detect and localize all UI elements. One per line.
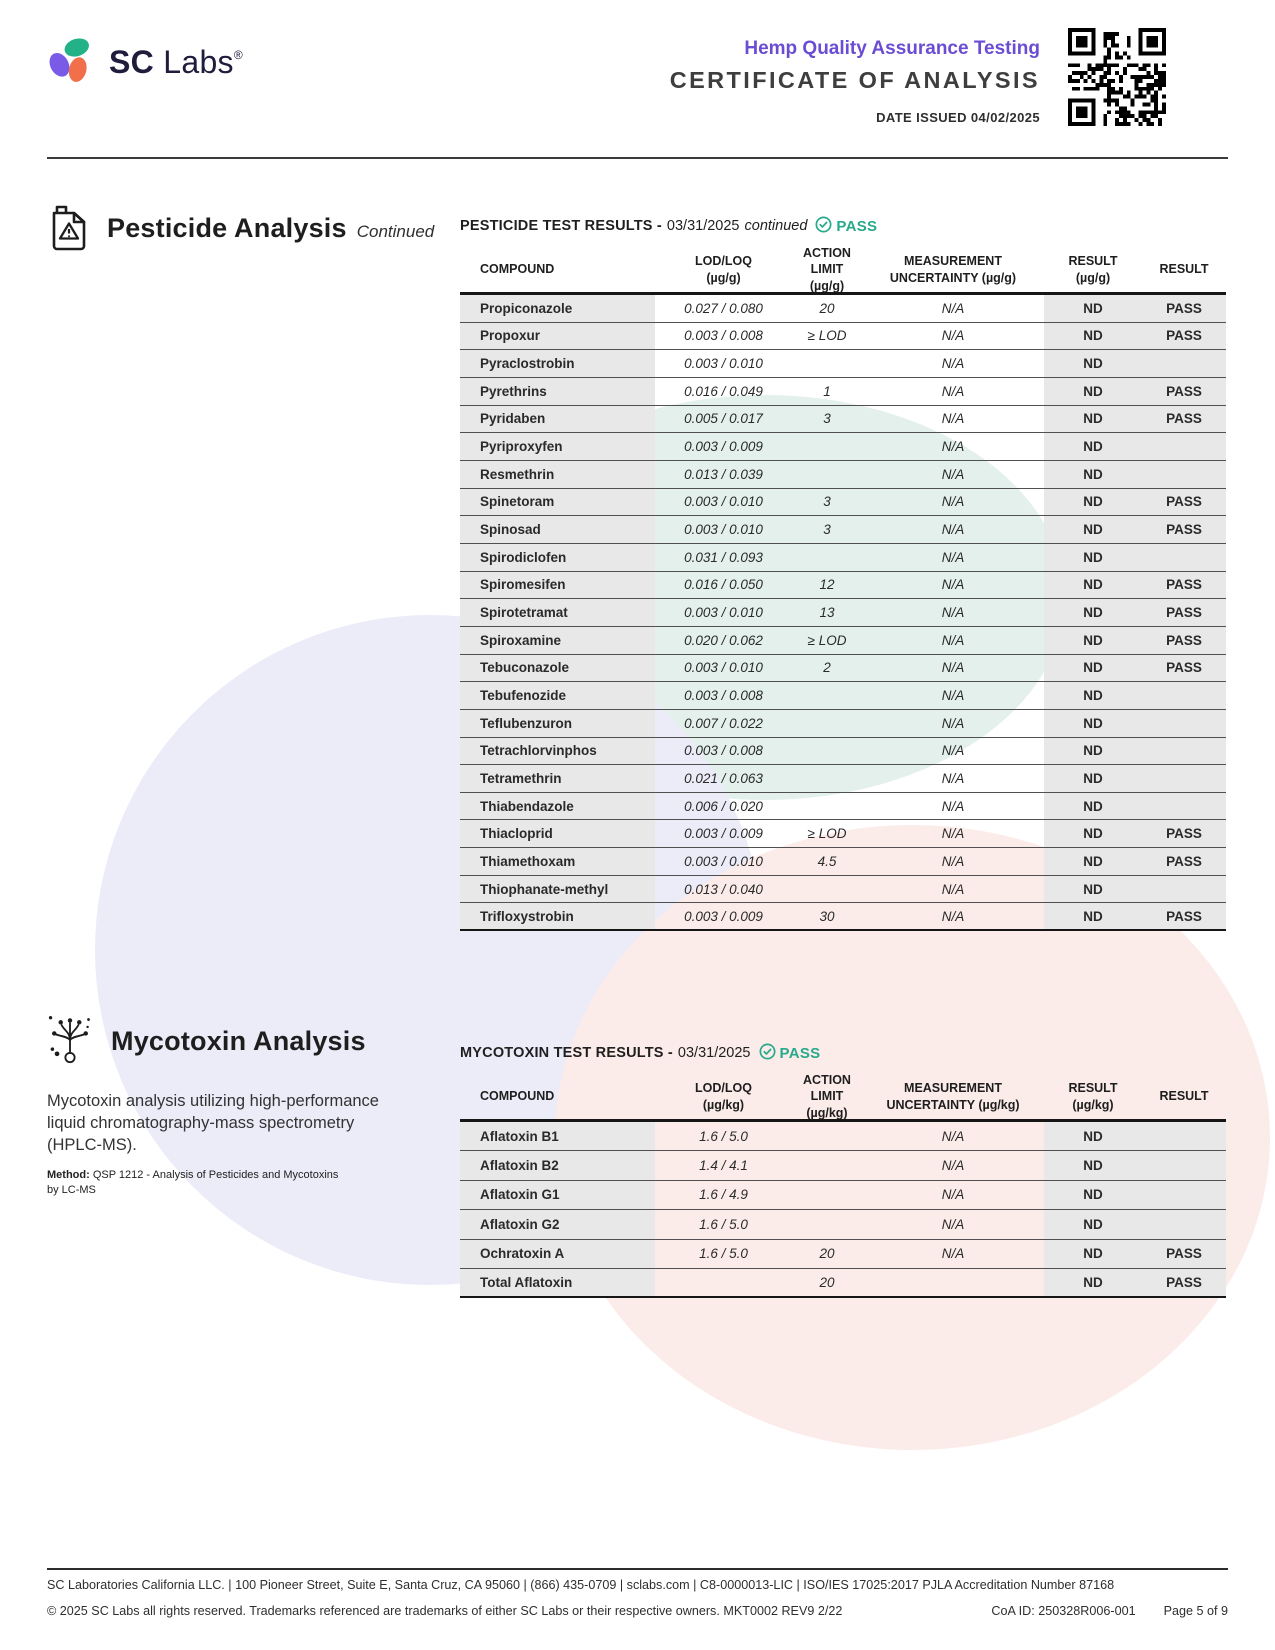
uncertainty-cell: N/A (941, 577, 965, 593)
column-header: COMPOUND (480, 1089, 555, 1104)
logo-registered-mark: ® (233, 48, 244, 62)
table-row (460, 1151, 1226, 1180)
pesticide-table-title (460, 205, 1226, 247)
column-header: COMPOUND (480, 262, 555, 277)
status-cell: PASS (1142, 820, 1226, 847)
mycotoxin-section-title: Mycotoxin Analysis (111, 1026, 366, 1056)
status-cell (1142, 350, 1226, 377)
table-row (460, 1240, 1226, 1269)
result-cell: ND (1044, 295, 1142, 322)
lod-loq-cell: 0.005 / 0.017 (684, 411, 763, 427)
result-cell: ND (1044, 1269, 1142, 1296)
status-cell: PASS (1142, 295, 1226, 322)
action-limit-cell (792, 765, 862, 792)
footer-divider (47, 1568, 1228, 1570)
table-row (460, 820, 1226, 848)
compound-cell: Pyraclostrobin (460, 350, 655, 377)
compound-cell: Tebuconazole (460, 655, 655, 682)
table-row (460, 682, 1226, 710)
uncertainty-cell: N/A (941, 743, 965, 759)
pesticide-section-heading (47, 200, 434, 257)
uncertainty-cell: N/A (941, 826, 965, 842)
table-row (460, 323, 1226, 351)
table-row (460, 655, 1226, 683)
lod-loq-cell: 1.6 / 4.9 (699, 1187, 748, 1203)
result-cell: ND (1044, 1122, 1142, 1150)
pesticide-section-continued: Continued (356, 222, 435, 241)
result-cell: ND (1044, 461, 1142, 488)
footer-legal-line (47, 1604, 1228, 1618)
table-row (460, 1269, 1226, 1298)
lod-loq-cell: 0.006 / 0.020 (684, 798, 763, 814)
column-header: RESULT (µg/g) (1068, 254, 1118, 285)
pesticide-table-title-text: PESTICIDE TEST RESULTS - (460, 218, 662, 234)
action-limit-cell (792, 1151, 862, 1179)
compound-cell: Propiconazole (460, 295, 655, 322)
column-header: RESULT (µg/kg) (1068, 1081, 1118, 1112)
uncertainty-cell: N/A (941, 1158, 965, 1174)
table-row (460, 848, 1226, 876)
compound-cell: Spinetoram (460, 489, 655, 516)
status-cell (1142, 1122, 1226, 1150)
footer-page-number: Page 5 of 9 (1163, 1604, 1228, 1618)
compound-cell: Pyrethrins (460, 378, 655, 405)
pesticide-table-continued: continued (744, 218, 808, 234)
status-cell: PASS (1142, 489, 1226, 516)
table-row (460, 1122, 1226, 1151)
lod-loq-cell: 0.003 / 0.009 (684, 439, 763, 455)
action-limit-cell: ≥ LOD (807, 826, 847, 842)
status-cell: PASS (1142, 848, 1226, 875)
lod-loq-cell: 0.003 / 0.010 (684, 660, 763, 676)
status-cell: PASS (1142, 1269, 1226, 1296)
result-cell: ND (1044, 433, 1142, 460)
status-cell (1142, 461, 1226, 488)
action-limit-cell: 30 (819, 908, 835, 924)
action-limit-cell (792, 710, 862, 737)
pesticide-results-table (460, 205, 1226, 931)
uncertainty-cell: N/A (941, 1187, 965, 1203)
date-issued: DATE ISSUED 04/02/2025 (876, 110, 1040, 125)
sclabs-logo-icon (45, 36, 97, 89)
pesticide-pass-label: PASS (836, 217, 878, 235)
method-text: QSP 1212 - Analysis of Pesticides and Mycotoxins by LC-MS (47, 1169, 339, 1196)
compound-cell: Teflubenzuron (460, 710, 655, 737)
action-limit-cell: 12 (819, 577, 835, 593)
action-limit-cell (792, 682, 862, 709)
status-cell (1142, 876, 1226, 903)
column-header: LOD/LOQ (µg/kg) (695, 1081, 752, 1112)
uncertainty-cell: N/A (941, 660, 965, 676)
compound-cell: Aflatoxin B2 (460, 1151, 655, 1179)
header-title-block (400, 38, 1040, 125)
action-limit-cell: 20 (819, 300, 835, 316)
uncertainty-cell: N/A (941, 300, 965, 316)
mycotoxin-table-title-text: MYCOTOXIN TEST RESULTS - (460, 1045, 673, 1061)
table-row (460, 710, 1226, 738)
result-cell: ND (1044, 820, 1142, 847)
lod-loq-cell: 0.003 / 0.009 (684, 908, 763, 924)
action-limit-cell: ≥ LOD (807, 328, 847, 344)
table-row (460, 295, 1226, 323)
pesticide-table-date: 03/31/2025 (666, 218, 740, 234)
table-row (460, 627, 1226, 655)
lod-loq-cell: 0.003 / 0.010 (684, 605, 763, 621)
table-row (460, 793, 1226, 821)
logo-labs: Labs (163, 44, 234, 80)
action-limit-cell: 3 (823, 522, 831, 538)
result-cell: ND (1044, 710, 1142, 737)
lod-loq-cell: 0.003 / 0.008 (684, 688, 763, 704)
action-limit-cell: 13 (819, 605, 835, 621)
action-limit-cell: 3 (823, 411, 831, 427)
footer-copyright: © 2025 SC Labs all rights reserved. Trademarks referenced are trademarks of either SC Labs or their respective owners. MKT0002 REV9 2/22 (47, 1604, 843, 1618)
column-header: MEASUREMENT UNCERTAINTY (µg/g) (889, 254, 1017, 285)
table-row (460, 599, 1226, 627)
method-label: Method: (47, 1169, 90, 1181)
lod-loq-cell: 0.007 / 0.022 (684, 715, 763, 731)
pesticide-section-title: Pesticide Analysis (107, 213, 347, 243)
uncertainty-cell: N/A (941, 383, 965, 399)
status-cell: PASS (1142, 1240, 1226, 1268)
result-cell: ND (1044, 655, 1142, 682)
compound-cell: Spiroxamine (460, 627, 655, 654)
mycotoxin-table-date: 03/31/2025 (677, 1045, 751, 1061)
status-cell: PASS (1142, 599, 1226, 626)
mycotoxin-results-table (460, 1032, 1226, 1298)
logo-sc: SC (109, 44, 155, 80)
result-cell: ND (1044, 1240, 1142, 1268)
result-cell: ND (1044, 378, 1142, 405)
lod-loq-cell: 0.003 / 0.010 (684, 522, 763, 538)
action-limit-cell: 2 (823, 660, 831, 676)
lod-loq-cell: 0.013 / 0.040 (684, 881, 763, 897)
compound-cell: Total Aflatoxin (460, 1269, 655, 1296)
uncertainty-cell: N/A (941, 632, 965, 648)
uncertainty-cell: N/A (941, 549, 965, 565)
uncertainty-cell: N/A (941, 908, 965, 924)
status-cell (1142, 710, 1226, 737)
status-cell: PASS (1142, 406, 1226, 433)
compound-cell: Spirotetramat (460, 599, 655, 626)
qr-code (1068, 28, 1166, 126)
lod-loq-cell: 0.027 / 0.080 (684, 300, 763, 316)
table-header-row (460, 247, 1226, 295)
compound-cell: Propoxur (460, 323, 655, 350)
compound-cell: Aflatoxin B1 (460, 1122, 655, 1150)
table-row (460, 572, 1226, 600)
result-cell: ND (1044, 765, 1142, 792)
status-cell (1142, 738, 1226, 765)
uncertainty-cell: N/A (941, 605, 965, 621)
lod-loq-cell: 1.6 / 5.0 (699, 1216, 748, 1232)
action-limit-cell (792, 1210, 862, 1238)
status-cell: PASS (1142, 903, 1226, 929)
result-cell: ND (1044, 572, 1142, 599)
uncertainty-cell: N/A (941, 715, 965, 731)
uncertainty-cell: N/A (941, 770, 965, 786)
lod-loq-cell: 0.003 / 0.010 (684, 853, 763, 869)
check-circle-icon (815, 216, 832, 237)
compound-cell: Thiamethoxam (460, 848, 655, 875)
compound-cell: Spiromesifen (460, 572, 655, 599)
mycotoxin-section-heading (45, 1012, 366, 1071)
status-cell: PASS (1142, 655, 1226, 682)
action-limit-cell (792, 876, 862, 903)
lod-loq-cell: 1.6 / 5.0 (699, 1246, 748, 1262)
lod-loq-cell: 0.021 / 0.063 (684, 770, 763, 786)
compound-cell: Thiophanate-methyl (460, 876, 655, 903)
lod-loq-cell: 0.013 / 0.039 (684, 466, 763, 482)
result-cell: ND (1044, 793, 1142, 820)
table-row (460, 489, 1226, 517)
result-cell: ND (1044, 489, 1142, 516)
table-row (460, 903, 1226, 931)
action-limit-cell: 3 (823, 494, 831, 510)
result-cell: ND (1044, 738, 1142, 765)
status-cell (1142, 1210, 1226, 1238)
column-header: ACTION LIMIT (µg/g) (803, 246, 851, 293)
table-row (460, 765, 1226, 793)
result-cell: ND (1044, 876, 1142, 903)
compound-cell: Tetramethrin (460, 765, 655, 792)
lod-loq-cell: 0.016 / 0.050 (684, 577, 763, 593)
action-limit-cell (792, 738, 862, 765)
header-divider (47, 157, 1228, 159)
action-limit-cell (792, 1122, 862, 1150)
lod-loq-cell (655, 1269, 792, 1296)
compound-cell: Trifloxystrobin (460, 903, 655, 929)
sclabs-logo-text (109, 44, 243, 81)
mycotoxin-method (47, 1168, 347, 1198)
lod-loq-cell: 1.4 / 4.1 (699, 1158, 748, 1174)
uncertainty-cell: N/A (941, 1246, 965, 1262)
action-limit-cell: 1 (823, 383, 831, 399)
uncertainty-cell: N/A (941, 439, 965, 455)
lod-loq-cell: 0.020 / 0.062 (684, 632, 763, 648)
table-body (460, 295, 1226, 931)
uncertainty-cell: N/A (941, 356, 965, 372)
action-limit-cell: 4.5 (817, 853, 837, 869)
table-row (460, 516, 1226, 544)
uncertainty-cell: N/A (941, 798, 965, 814)
table-row (460, 876, 1226, 904)
table-header-row (460, 1074, 1226, 1122)
result-cell: ND (1044, 544, 1142, 571)
status-cell: PASS (1142, 627, 1226, 654)
result-cell: ND (1044, 1151, 1142, 1179)
result-cell: ND (1044, 1210, 1142, 1238)
status-cell (1142, 682, 1226, 709)
column-header: MEASUREMENT UNCERTAINTY (µg/kg) (886, 1081, 1020, 1112)
uncertainty-cell: N/A (941, 688, 965, 704)
table-row (460, 1210, 1226, 1239)
compound-cell: Spirodiclofen (460, 544, 655, 571)
action-limit-cell (792, 350, 862, 377)
compound-cell: Ochratoxin A (460, 1240, 655, 1268)
column-header: ACTION LIMIT (µg/kg) (803, 1073, 851, 1120)
sclabs-logo (45, 36, 243, 89)
result-cell: ND (1044, 848, 1142, 875)
status-cell (1142, 765, 1226, 792)
mycotoxin-pass-label: PASS (779, 1044, 821, 1062)
mycotoxin-table-title (460, 1032, 1226, 1074)
table-row (460, 406, 1226, 434)
action-limit-cell: 20 (819, 1246, 835, 1262)
result-cell: ND (1044, 323, 1142, 350)
column-header: RESULT (1159, 1089, 1209, 1104)
action-limit-cell (792, 461, 862, 488)
lod-loq-cell: 0.003 / 0.010 (684, 494, 763, 510)
status-cell (1142, 544, 1226, 571)
footer-coa-id: CoA ID: 250328R006-001 (991, 1604, 1136, 1618)
result-cell: ND (1044, 903, 1142, 929)
result-cell: ND (1044, 1181, 1142, 1209)
lod-loq-cell: 0.003 / 0.008 (684, 328, 763, 344)
compound-cell: Thiacloprid (460, 820, 655, 847)
status-cell (1142, 433, 1226, 460)
document-title: CERTIFICATE OF ANALYSIS (669, 67, 1040, 93)
compound-cell: Spinosad (460, 516, 655, 543)
compound-cell: Aflatoxin G1 (460, 1181, 655, 1209)
action-limit-cell (792, 433, 862, 460)
uncertainty-cell: N/A (941, 853, 965, 869)
status-cell: PASS (1142, 572, 1226, 599)
status-cell (1142, 1151, 1226, 1179)
action-limit-cell: 20 (819, 1275, 835, 1291)
action-limit-cell: ≥ LOD (807, 632, 847, 648)
lod-loq-cell: 0.031 / 0.093 (684, 549, 763, 565)
uncertainty-cell: N/A (941, 328, 965, 344)
lod-loq-cell: 0.003 / 0.010 (684, 356, 763, 372)
column-header: RESULT (1159, 262, 1209, 277)
status-cell (1142, 1181, 1226, 1209)
column-header: LOD/LOQ (µg/g) (695, 254, 752, 285)
uncertainty-cell: N/A (941, 881, 965, 897)
check-circle-icon (759, 1043, 776, 1064)
lod-loq-cell: 0.003 / 0.008 (684, 743, 763, 759)
mycotoxin-description: Mycotoxin analysis utilizing high-performance liquid chromatography-mass spectrometry (HPLC-MS). (47, 1092, 379, 1154)
uncertainty-cell: N/A (941, 494, 965, 510)
uncertainty-cell: N/A (941, 522, 965, 538)
result-cell: ND (1044, 682, 1142, 709)
table-row (460, 433, 1226, 461)
compound-cell: Pyridaben (460, 406, 655, 433)
compound-cell: Pyriproxyfen (460, 433, 655, 460)
pesticide-pass-badge (815, 216, 877, 237)
mycotoxin-pass-badge (759, 1043, 821, 1064)
compound-cell: Thiabendazole (460, 793, 655, 820)
lod-loq-cell: 0.016 / 0.049 (684, 383, 763, 399)
uncertainty-cell: N/A (941, 1216, 965, 1232)
result-cell: ND (1044, 350, 1142, 377)
table-row (460, 738, 1226, 766)
result-cell: ND (1044, 406, 1142, 433)
mycotoxin-spore-icon (45, 1012, 95, 1071)
action-limit-cell (792, 793, 862, 820)
lod-loq-cell: 0.003 / 0.009 (684, 826, 763, 842)
compound-cell: Tebufenozide (460, 682, 655, 709)
result-cell: ND (1044, 516, 1142, 543)
table-row (460, 1181, 1226, 1210)
action-limit-cell (792, 544, 862, 571)
compound-cell: Resmethrin (460, 461, 655, 488)
action-limit-cell (792, 1181, 862, 1209)
table-row (460, 350, 1226, 378)
result-cell: ND (1044, 599, 1142, 626)
status-cell: PASS (1142, 323, 1226, 350)
uncertainty-cell: N/A (941, 411, 965, 427)
status-cell: PASS (1142, 378, 1226, 405)
program-title: Hemp Quality Assurance Testing (744, 38, 1040, 59)
table-row (460, 378, 1226, 406)
uncertainty-cell: N/A (941, 1128, 965, 1144)
uncertainty-cell (862, 1269, 1044, 1296)
status-cell: PASS (1142, 516, 1226, 543)
result-cell: ND (1044, 627, 1142, 654)
footer-lab-info: SC Laboratories California LLC. | 100 Pioneer Street, Suite E, Santa Cruz, CA 95060 | (866) 435-0709 | sclabs.com | C8-0000013-LIC | ISO/IES 17025:2017 PJLA Accreditation Number 87168 (47, 1578, 1115, 1592)
pesticide-table-grid (460, 247, 1226, 931)
pesticide-jug-warning-icon (47, 200, 91, 257)
mycotoxin-table-grid (460, 1074, 1226, 1298)
compound-cell: Aflatoxin G2 (460, 1210, 655, 1238)
uncertainty-cell: N/A (941, 466, 965, 482)
table-row (460, 461, 1226, 489)
status-cell (1142, 793, 1226, 820)
compound-cell: Tetrachlorvinphos (460, 738, 655, 765)
table-row (460, 544, 1226, 572)
table-body (460, 1122, 1226, 1298)
lod-loq-cell: 1.6 / 5.0 (699, 1128, 748, 1144)
